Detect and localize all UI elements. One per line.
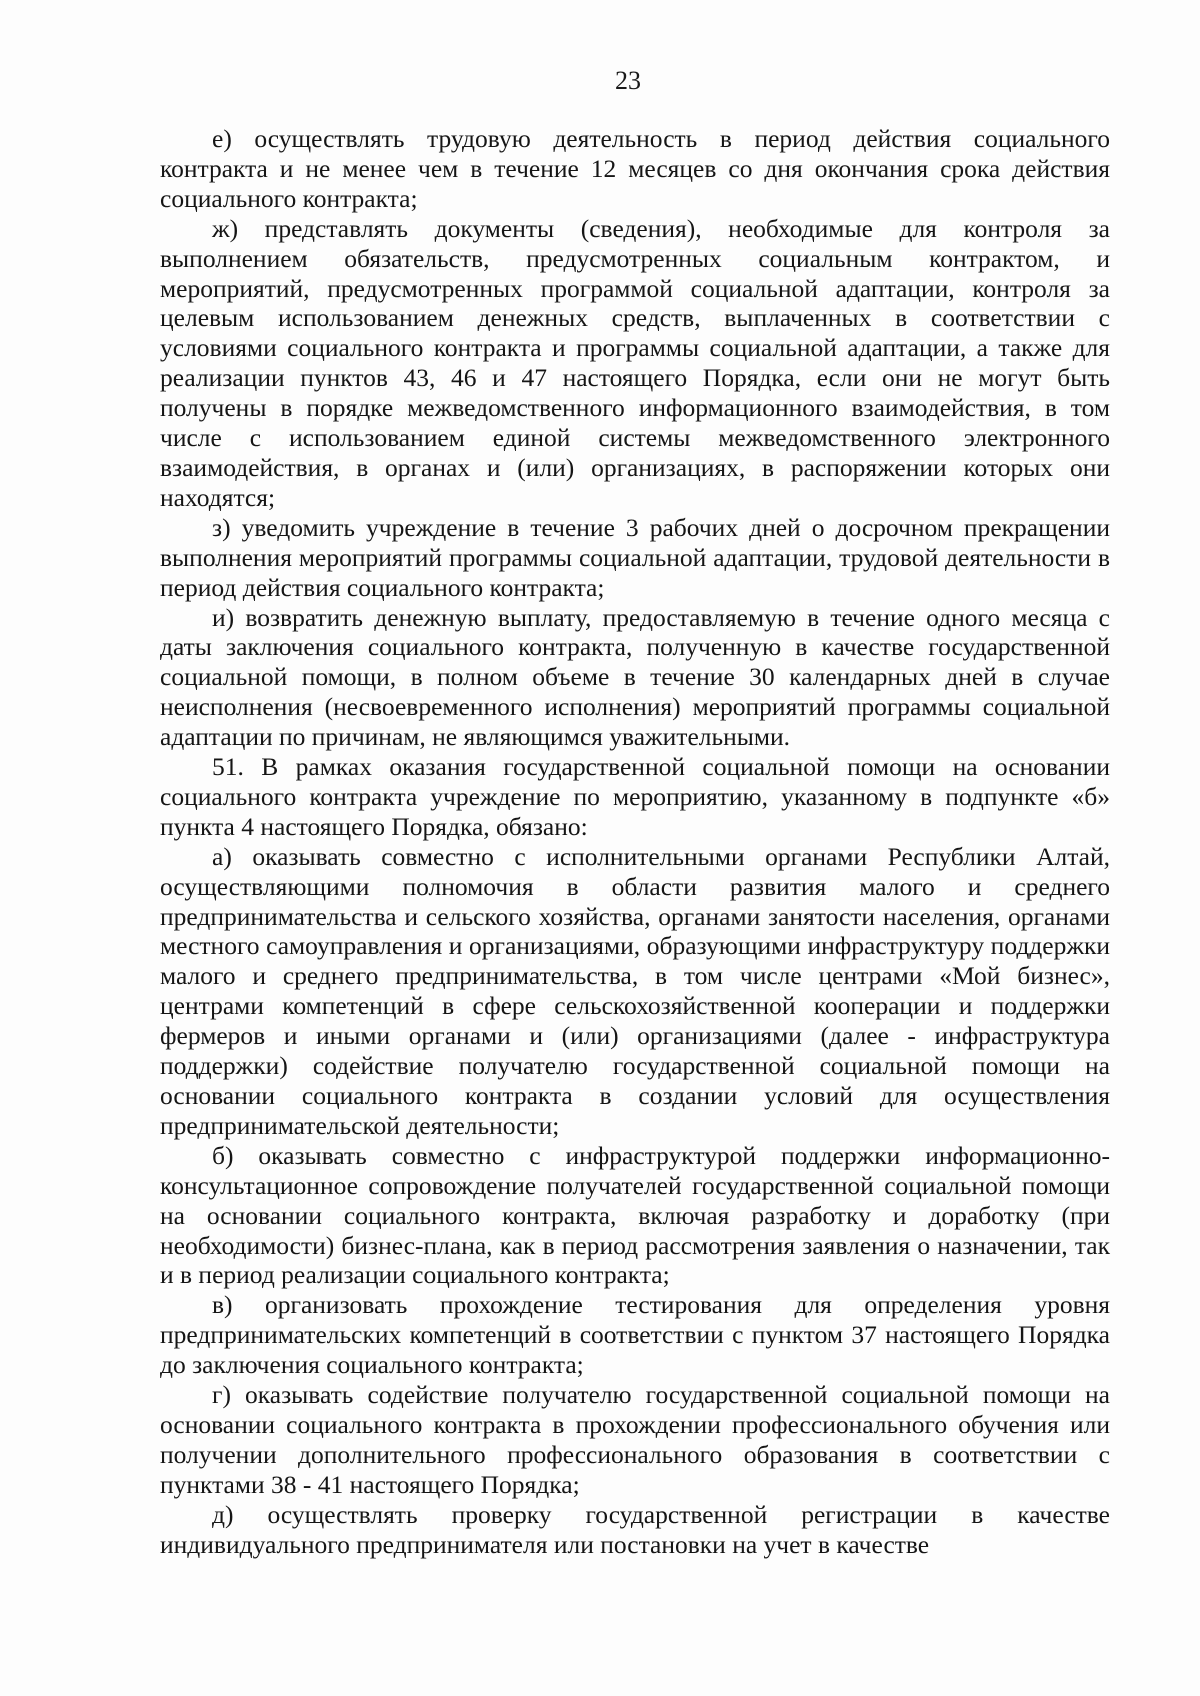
paragraph-51: 51. В рамках оказания государственной социальной помощи на основании социального контракта учреждение по мероприятию, указанному в подпункте «б» пункта 4 настоящего Порядка, обязано: [160,752,1110,841]
paragraph-v: в) организовать прохождение тестирования для определения уровня предпринимательских компетенций в соответствии с пунктом 37 настоящего Порядка до заключения социального контракта; [160,1290,1110,1380]
paragraph-a: а) оказывать совместно с исполнительными органами Республики Алтай, осуществляющими полномочия в области развития малого и среднего предпринимательства и сельского хозяйства, органами занятости населения, органами местного самоуправления и организациями, образующими инфраструктуру поддержки малого и среднего предпринимательства, в том числе центрами «Мой бизнес», центрами компетенций в сфере сельскохозяйственной кооперации и поддержки фермеров и иными органами и (или) организациями (далее - инфраструктура поддержки) содействие получателю государственной социальной помощи на основании социального контракта в создании условий для осуществления предпринимательской деятельности; [160,841,1110,1140]
paragraph-e: е) осуществлять трудовую деятельность в период действия социального контракта и не менее чем в течение 12 месяцев со дня окончания срока действия социального контракта; [160,124,1110,213]
paragraph-zh: ж) представлять документы (сведения), необходимые для контроля за выполнением обязательств, предусмотренных социальным контрактом, и мероприятий, предусмотренных программой социальной адаптации, контроля за целевым использованием денежных средств, выплаченных в соответствии с условиями социального контракта и программы социальной адаптации, а также для реализации пунктов 43, 46 и 47 настоящего Порядка, если они не могут быть получены в порядке межведомственного информационного взаимодействия, в том числе с использованием единой системы межведомственного электронного взаимодействия, в органах и (или) организациях, в распоряжении которых они находятся; [160,213,1110,512]
paragraph-g: г) оказывать содействие получателю государственной социальной помощи на основании социального контракта в прохождении профессионального обучения или получении дополнительного профессионального образования в соответствии с пунктами 38 - 41 настоящего Порядка; [160,1380,1110,1499]
paragraph-z: з) уведомить учреждение в течение 3 рабочих дней о досрочном прекращении выполнения мероприятий программы социальной адаптации, трудовой деятельности в период действия социального контракта; [160,512,1110,602]
page-number: 23 [615,66,641,95]
paragraph-b: б) оказывать совместно с инфраструктурой поддержки информационно-консультационное сопровождение получателей государственной социальной помощи на основании социального контракта, включая разработку и доработку (при необходимости) бизнес-плана, как в период рассмотрения заявления о назначении, так и в период реализации социального контракта; [160,1140,1110,1290]
document-body [160,124,1110,1560]
paragraph-i: и) возвратить денежную выплату, предоставляемую в течение одного месяца с даты заключения социального контракта, полученную в качестве государственной социальной помощи, в полном объеме в течение 30 календарных дней в случае неисполнения (несвоевременного исполнения) мероприятий программы социальной адаптации по причинам, не являющимся уважительными. [160,602,1110,752]
paragraph-d: д) осуществлять проверку государственной регистрации в качестве индивидуального предпринимателя или постановки на учет в качестве [160,1499,1110,1559]
